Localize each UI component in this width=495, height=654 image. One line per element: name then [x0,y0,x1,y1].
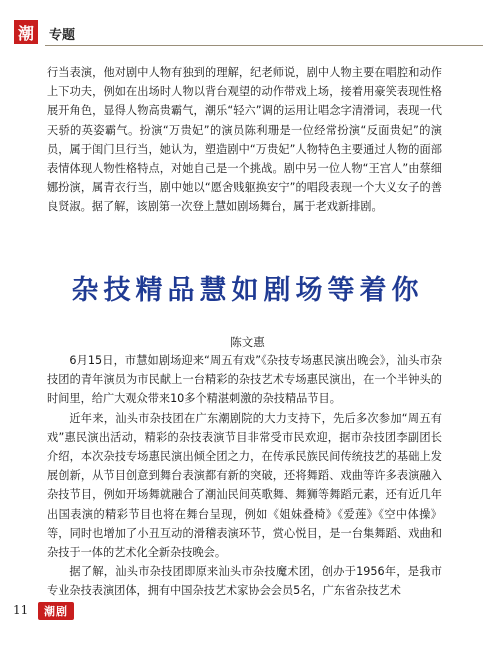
article-author: 陈文惠 [230,335,265,349]
paragraph: 据了解，汕头市杂技团即原来汕头市杂技魔术团，创办于1956年，是我市专业杂技表演团体，拥有中国杂技艺术家协会会员5名，广东省杂技艺术 [47,565,442,598]
paragraph: 行当表演，他对剧中人物有独到的理解，纪老师说，剧中人物主要在唱腔和动作上下功夫，例如在出场时人物以背台观望的动作带戏上场，接着用豪笑表现性格展开角色，显得人物高贵霸气，潮乐“轻六”调的运用让唱念字清滑词，表现一代天骄的英姿霸气。扮演“万贵妃”的演员陈利珊是一位经常扮演“反面贵妃”的演员，属于闺门旦行当，她认为，塑造剧中“万贵妃”人物特色主要通过人物的面部表情体现人物性格特点，对她自己是一个挑战。剧中另一位人物“王宫人”由蔡细娜扮演，属青衣行当，剧中她以“愿舍贱躯换安宁”的唱段表现一个大义女子的善良贤淑。据了解，该剧第一次登上慧如剧场舞台，属于老戏新排剧。 [47,66,442,214]
page-number: 11 [13,603,29,617]
magazine-seal-logo: 潮 [14,20,38,44]
page-header [0,0,495,48]
paragraph: 近年来，汕头市杂技团在广东潮剧院的大力支持下，先后多次参加“周五有戏”惠民演出活动，精彩的杂技表演节目非常受市民欢迎，据市杂技团李副团长介绍，本次杂技专场惠民演出倾全团之力，在传承民族民间传统技艺的基础上发展创新，从节目创意到舞台表演都有新的突破，还将舞蹈、戏曲等许多表演融入杂技节目，例如开场舞就融合了潮汕民间英歌舞、舞狮等舞蹈元素，还有近几年出国表演的精彩节目也将在舞台呈现，例如《姐妹叠椅》《爱莲》《空中体操》等，同时也增加了小丑互动的滑稽表演环节，赏心悦目，是一台集舞蹈、戏曲和杂技于一体的艺术化全新杂技晚会。 [47,411,442,560]
header-divider [45,45,483,46]
article-title: 杂技精品慧如剧场等着你 [71,275,424,306]
paragraph: 6月15日，市慧如剧场迎来“周五有戏”《杂技专场惠民演出晚会》，汕头市杂技团的青年演员为市民献上一台精彩的杂技艺术专场惠民演出，在一个半钟头的时间里，给广大观众带来10多个精湛刺激的杂技精品节目。 [47,354,442,406]
section-title: 专题 [49,28,76,43]
continued-article-text [47,63,442,217]
footer-logo: 潮剧 [38,602,74,620]
article-body [47,351,442,601]
